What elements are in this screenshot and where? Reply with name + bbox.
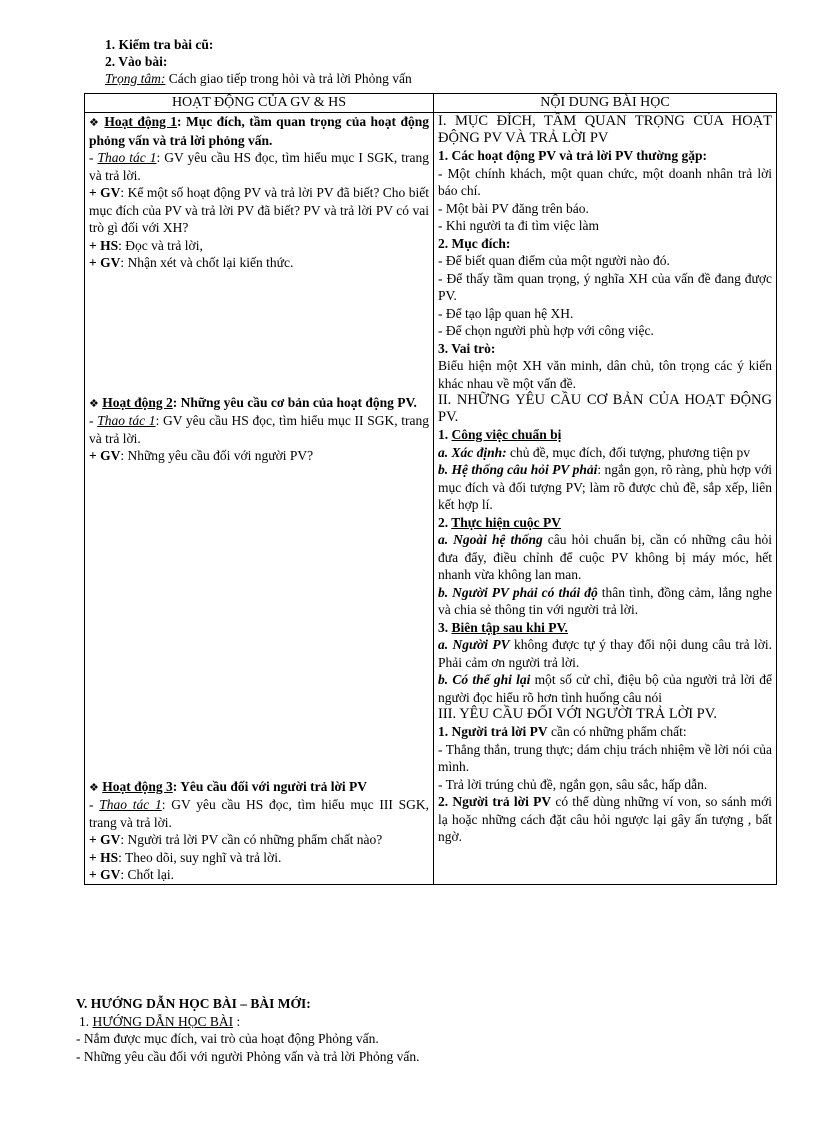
activity-1-gv-question: : Kể một số hoạt động PV và trả lời PV đã biết? Cho biết mục đích của PV và trả lời PV đã biết? PV và trả lời PV có vai trò gì đối với XH? <box>89 185 429 235</box>
activity-3-gv-conclusion: : Chốt lại. <box>120 867 174 882</box>
activity-1-step-label: Thao tác 1 <box>97 150 157 165</box>
diamond-bullet-icon: ❖ <box>89 780 99 794</box>
gv-label: + GV <box>89 255 121 270</box>
activity-2-label: Hoạt động 2 <box>102 394 173 410</box>
section-2-3-heading: Biên tập sau khi PV. <box>451 619 568 635</box>
section-1-3-heading: 3. Vai trò: <box>438 340 496 356</box>
content-line: - Trả lời trúng chủ đề, ngắn gọn, sâu sắc, hấp dẫn. <box>438 776 708 792</box>
content-line: Biểu hiện một XH văn minh, dân chủ, tôn trọng các ý kiến khác nhau về một vấn đề. <box>438 358 772 391</box>
section-3-title: III. YÊU CẦU ĐỐI VỚI NGƯỜI TRẢ LỜI PV. <box>438 706 717 722</box>
subsection-number: 1. <box>79 1013 93 1029</box>
section-2-1-heading: Công việc chuẩn bị <box>451 427 562 442</box>
activity-1-gv-conclusion: : Nhận xét và chốt lại kiến thức. <box>120 255 294 270</box>
activity-3-label: Hoạt động 3 <box>102 778 173 794</box>
study-guide-title: V. HƯỚNG DẪN HỌC BÀI – BÀI MỚI: <box>76 996 311 1011</box>
content-line: : ngắn gọn, rõ ràng, phù hợp với mục đích và đối tượng PV; làm rõ được chủ đề, sắp xếp, liên kết hợp lí. <box>438 462 772 512</box>
activity-1-title: : Mục đích, tầm quan trọng của hoạt động phỏng vấn và trả lời phỏng vấn. <box>89 114 430 148</box>
item-label: 2. Người trả lời PV <box>438 794 552 809</box>
section-1-2-heading: 2. Mục đích: <box>438 235 511 251</box>
subtitle-tail: : <box>233 1013 241 1029</box>
activity-2-gv-question: : Những yêu cầu đối với người PV? <box>120 448 314 463</box>
section-1-1-heading: 1. Các hoạt động PV và trả lời PV thường gặp: <box>438 148 707 163</box>
subsection-number: 3. <box>438 619 452 635</box>
activity-2-step: : GV yêu cầu HS đọc, tìm hiểu mục II SGK, trang và trả lời. <box>89 413 429 446</box>
lesson-header <box>105 36 805 87</box>
content-line: - Để chọn người phù hợp với công việc. <box>438 323 654 338</box>
column-header-activities: HOẠT ĐỘNG CỦA GV & HS <box>85 94 434 113</box>
study-guide-line: - Những yêu cầu đối với người Phỏng vấn và trả lời Phỏng vấn. <box>76 1048 420 1064</box>
item-label: 1. Người trả lời PV <box>438 724 548 739</box>
item-label: b. Có thể ghi lại <box>438 672 531 687</box>
review-heading: 1. Kiểm tra bài cũ: <box>105 37 214 52</box>
diamond-bullet-icon: ❖ <box>89 396 99 410</box>
intro-heading: 2. Vào bài: <box>105 54 168 69</box>
content-line: - Một chính khách, một quan chức, một doanh nhân trả lời báo chí. <box>438 165 772 198</box>
study-guide <box>76 995 796 1065</box>
content-line: câu hỏi chuẩn bị, cần có những câu hỏi đưa đẩy, điều chỉnh để cuộc PV không bị máy móc, hết nhanh vừa không lan man. <box>438 532 772 582</box>
gv-label: + GV <box>89 832 121 847</box>
hs-label: + HS <box>89 849 119 865</box>
focus-text: Cách giao tiếp trong hỏi và trả lời Phỏng vấn <box>165 71 412 86</box>
activity-3-step: : GV yêu cầu HS đọc, tìm hiểu mục III SGK, trang và trả lời. <box>89 797 429 830</box>
lesson-table <box>84 93 777 885</box>
item-label: b. Người PV phải có thái độ <box>438 584 598 600</box>
section-1-title: I. MỤC ĐÍCH, TẦM QUAN TRỌNG CỦA HOẠT ĐỘNG PV VÀ TRẢ LỜI PV <box>438 113 772 146</box>
activity-3-title: : Yêu cầu đối với người trả lời PV <box>172 778 368 794</box>
content-line: - Để thấy tầm quan trọng, ý nghĩa XH của vấn đề đang được PV. <box>438 270 772 303</box>
activity-1-label: Hoạt động 1 <box>104 114 178 129</box>
content-line: - Thẳng thắn, trung thực; dám chịu trách nhiệm về lời nói của mình. <box>438 741 772 774</box>
gv-label: + GV <box>89 448 121 463</box>
activity-2-step-label: Thao tác 1 <box>97 413 156 428</box>
content-cell <box>434 113 777 885</box>
subsection-number: 1. <box>438 427 452 442</box>
activity-3-hs: : Theo dõi, suy nghĩ và trả lời. <box>118 849 282 865</box>
gv-label: + GV <box>89 867 121 882</box>
activity-3-step-label: Thao tác 1 <box>99 797 162 812</box>
content-line: cần có những phẩm chất: <box>547 724 687 739</box>
focus-line <box>105 70 805 87</box>
activities-cell: ❖ Hoạt động 1: Mục đích, tầm quan trọng của hoạt động phỏng vấn và trả lời phỏng vấn. - Thao tác 1: GV yêu cầu HS đọc, tìm hiểu mục I SGK, trang và trả lời. + GV: Kể một số hoạt động PV và trả lời PV đã biết? Cho biết mục đích của PV và trả lời PV đã biết? PV và trả lời PV có vai trò gì đối với XH? + HS: Đọc và trả lời, + GV: Nhận xét và chốt lại kiến thức. ❖ Hoạt động 2: Những yêu cầu cơ bản của hoạt động PV. - Thao tác 1: GV yêu cầu HS đọc, tìm hiểu mục II SGK, trang và trả lời. + GV: Những yêu cầu đối với người PV? ❖ Hoạt động 3: Yêu cầu đối với người trả lời PV - Thao tác 1: GV yêu cầu HS đọc, tìm hiểu mục III SGK, trang và trả lời. + GV: Người trả lời PV cần có những phẩm chất nào? + HS: Theo dõi, suy nghĩ và trả lời. + GV: Chốt lại. <box>85 113 434 885</box>
activity-3-gv-question: : Người trả lời PV cần có những phẩm chất nào? <box>120 832 383 847</box>
study-guide-line: - Nắm được mục đích, vai trò của hoạt động Phỏng vấn. <box>76 1031 379 1046</box>
item-label: a. Người PV <box>438 637 510 652</box>
content-line: - Để biết quan điểm của một người nào đó. <box>438 253 670 268</box>
content-line: - Khi người ta đi tìm việc làm <box>438 218 600 233</box>
content-line: chủ đề, mục đích, đối tượng, phương tiện pv <box>506 444 751 460</box>
column-header-content: NỘI DUNG BÀI HỌC <box>434 94 777 113</box>
item-label: a. Ngoài hệ thống <box>438 532 543 547</box>
activity-1-hs: : Đọc và trả lời, <box>118 237 203 253</box>
hs-label: + HS <box>89 237 119 253</box>
focus-label: Trọng tâm: <box>105 71 166 86</box>
content-line: có thể dùng những ví von, so sánh mới lạ hoặc những cách đặt câu hỏi ngược lại gây ấn tượng , bất ngờ. <box>438 794 772 844</box>
content-line: - Để tạo lập quan hệ XH. <box>438 305 574 321</box>
section-2-title: II. NHỮNG YÊU CẦU CƠ BẢN CỦA HOẠT ĐỘNG PV. <box>438 392 772 425</box>
section-2-2-heading: Thực hiện cuộc PV <box>451 514 561 530</box>
content-line: một số cử chỉ, điệu bộ của người trả lời để người đọc hiểu rõ hơn tình huống câu nói <box>438 672 772 705</box>
content-line: - Một bài PV đăng trên báo. <box>438 200 589 216</box>
item-label: a. Xác định: <box>438 444 507 460</box>
study-guide-subtitle: HƯỚNG DẪN HỌC BÀI <box>92 1013 234 1029</box>
content-line: không được tự ý thay đổi nội dung câu trả lời. Phải cảm ơn người trả lời. <box>438 637 772 670</box>
gv-label: + GV <box>89 185 121 200</box>
content-line: thân tình, đồng cảm, lắng nghe và chia sẻ thông tin với người trả lời. <box>438 584 772 617</box>
item-label: b. Hệ thống câu hỏi PV phải <box>438 462 598 477</box>
subsection-number: 2. <box>438 514 452 530</box>
activity-1-step: : GV yêu cầu HS đọc, tìm hiểu mục I SGK, trang và trả lời. <box>89 150 429 183</box>
activity-2-title: : Những yêu cầu cơ bản của hoạt động PV. <box>172 394 417 410</box>
diamond-bullet-icon: ❖ <box>89 116 100 129</box>
